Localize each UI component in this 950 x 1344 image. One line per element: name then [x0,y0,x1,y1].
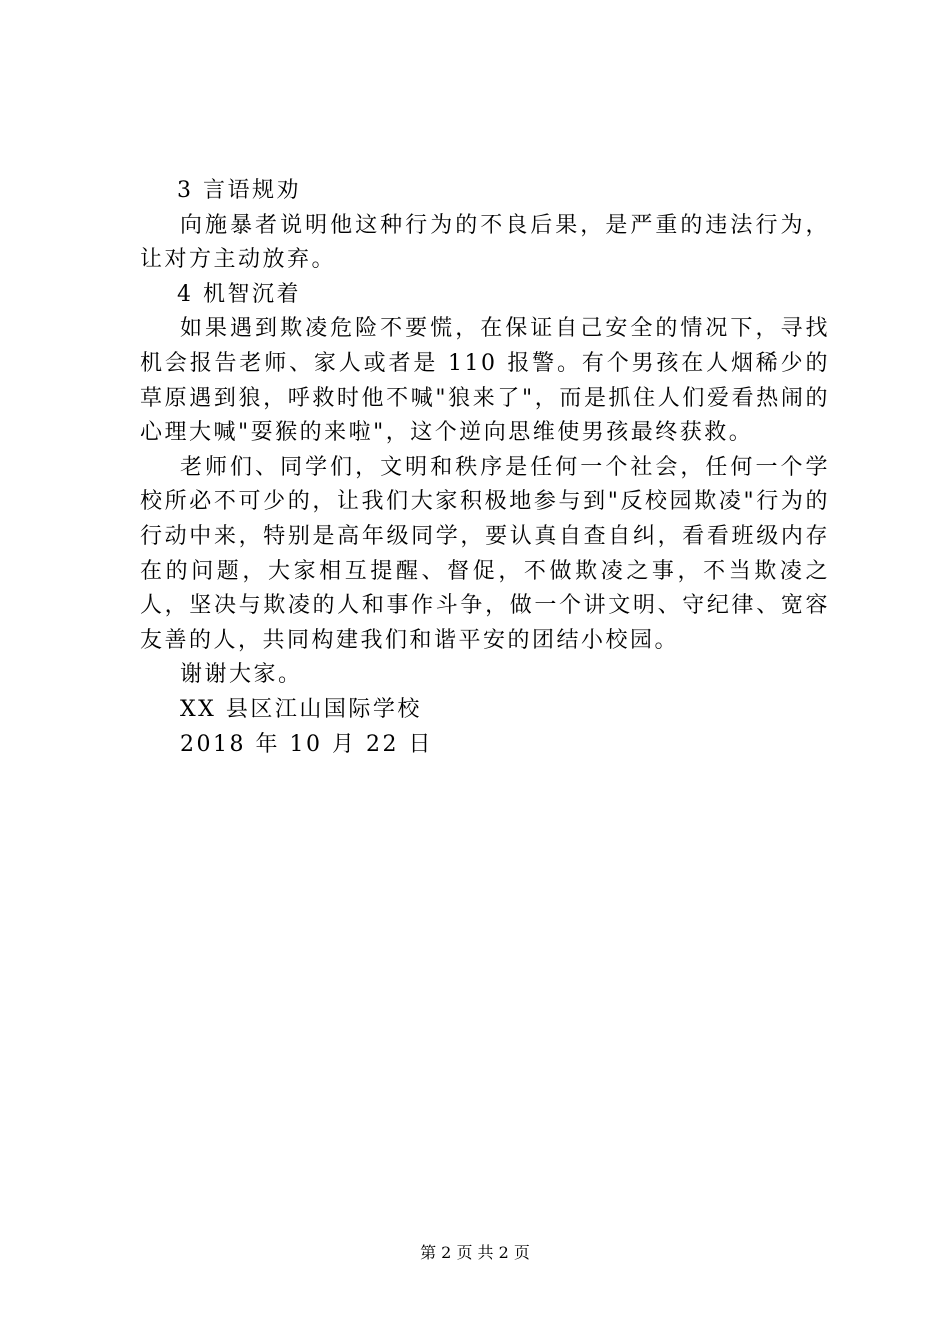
paragraph-thanks: 谢谢大家。 [180,662,303,688]
paragraph-persuasion: 向施暴者说明他这种行为的不良后果，是严重的违法行为，让对方主动放弃。 [140,212,830,273]
paragraph-appeal: 老师们、同学们，文明和秩序是任何一个社会，任何一个学校所必不可少的，让我们大家积极地参与到"反校园欺凌"行为的行动中来，特别是高年级同学，要认真自查自纠，看看班级内存在的问题，大家相互提醒、督促，不做欺凌之事，不当欺凌之人，坚决与欺凌的人和事作斗争，做一个讲文明、守纪律、宽容友善的人，共同构建我们和谐平安的团结小校园。 [140,454,830,653]
page-number: 第 2 页 共 2 页 [420,1243,530,1262]
signature-date: 2018 年 10 月 22 日 [180,731,433,757]
section-heading-persuasion: 3 言语规劝 [177,178,301,203]
signature-school: XX 县区江山国际学校 [180,696,422,722]
document-body [140,174,830,762]
paragraph-calm: 如果遇到欺凌危险不要慌，在保证自己安全的情况下，寻找机会报告老师、家人或者是 110 报警。有个男孩在人烟稀少的草原遇到狼，呼救时他不喊"狼来了"，而是抓住人们爱看热闹的心理大喊"耍猴的来啦"，这个逆向思维使男孩最终获救。 [140,316,830,446]
section-heading-calm: 4 机智沉着 [177,281,301,307]
page-footer [0,1243,950,1263]
